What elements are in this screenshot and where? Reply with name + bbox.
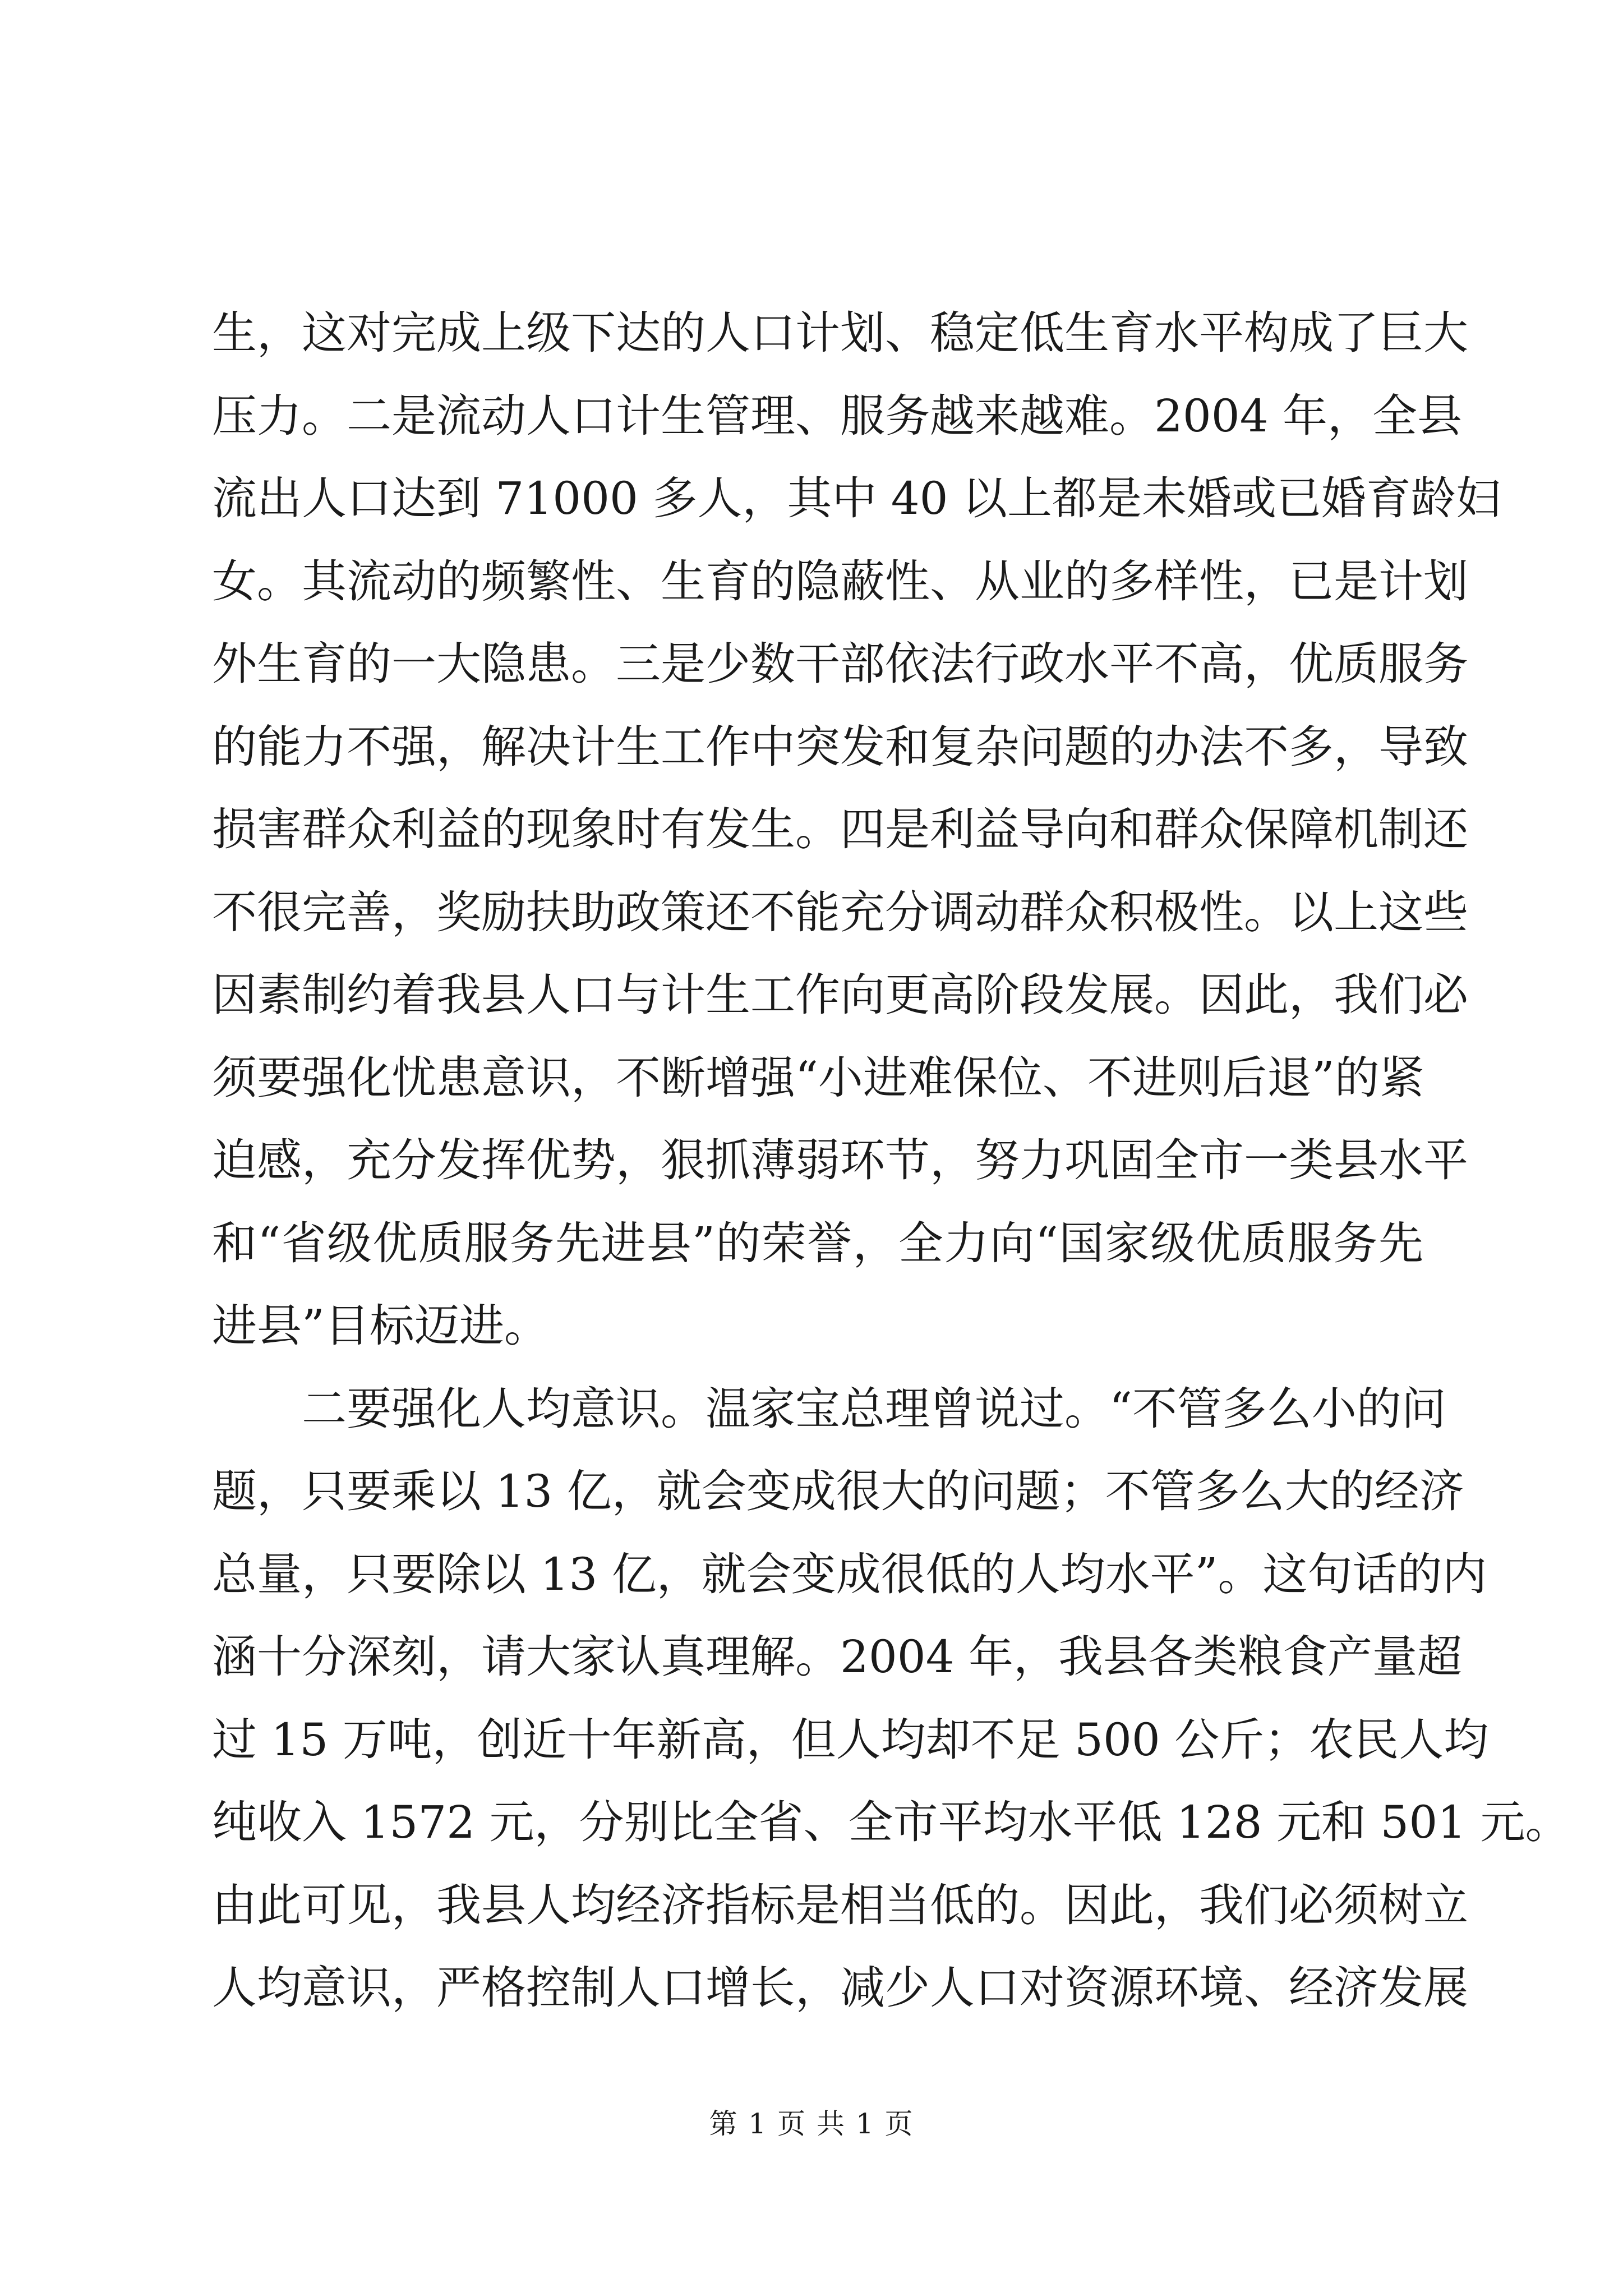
page-footer: 第 1 页 共 1 页 <box>709 2108 914 2140</box>
text-line: 外生育的一大隐患。三是少数干部依法行政水平不高，优质服务 <box>212 638 1468 690</box>
text-line: 过 15 万吨，创近十年新高，但人均却不足 500 公斤；农民人均 <box>212 1713 1489 1766</box>
text-line: 由此可见，我县人均经济指标是相当低的。因此，我们必须树立 <box>212 1879 1468 1931</box>
text-line: 流出人口达到 71000 多人，其中 40 以上都是未婚或已婚育龄妇 <box>212 472 1501 524</box>
text-line: 须要强化忧患意识，不断增强“小进难保位、不进则后退”的紧 <box>212 1051 1424 1104</box>
text-line: 因素制约着我县人口与计生工作向更高阶段发展。因此，我们必 <box>212 969 1468 1021</box>
text-line: 人均意识，严格控制人口增长，减少人口对资源环境、经济发展 <box>212 1962 1468 2014</box>
text-line: 的能力不强，解决计生工作中突发和复杂问题的办法不多，导致 <box>212 720 1468 773</box>
text-line: 压力。二是流动人口计生管理、服务越来越难。2004 年，全县 <box>212 389 1463 442</box>
text-line: 涵十分深刻，请大家认真理解。2004 年，我县各类粮食产量超 <box>212 1631 1463 1683</box>
body-text <box>212 292 1570 2030</box>
text-line: 和“省级优质服务先进县”的荣誉，全力向“国家级优质服务先 <box>212 1217 1423 1269</box>
text-line: 生，这对完成上级下达的人口计划、稳定低生育水平构成了巨大 <box>212 307 1468 359</box>
text-line: 损害群众利益的现象时有发生。四是利益导向和群众保障机制还 <box>212 803 1468 855</box>
paragraph-start-line: 二要强化人均意识。温家宝总理曾说过。“不管多么小的问 <box>302 1382 1446 1435</box>
text-line: 进县”目标迈进。 <box>212 1300 549 1352</box>
text-line: 纯收入 1572 元，分别比全省、全市平均水平低 128 元和 501 元。 <box>212 1796 1570 1848</box>
text-line: 总量，只要除以 13 亿，就会变成很低的人均水平”。这句话的内 <box>212 1548 1487 1600</box>
text-line: 迫感，充分发挥优势，狠抓薄弱环节，努力巩固全市一类县水平 <box>212 1134 1468 1186</box>
text-line: 女。其流动的频繁性、生育的隐蔽性、从业的多样性，已是计划 <box>212 555 1468 608</box>
text-line: 不很完善，奖励扶助政策还不能充分调动群众积极性。以上这些 <box>212 886 1468 938</box>
text-line: 题，只要乘以 13 亿，就会变成很大的问题；不管多么大的经济 <box>212 1465 1464 1517</box>
